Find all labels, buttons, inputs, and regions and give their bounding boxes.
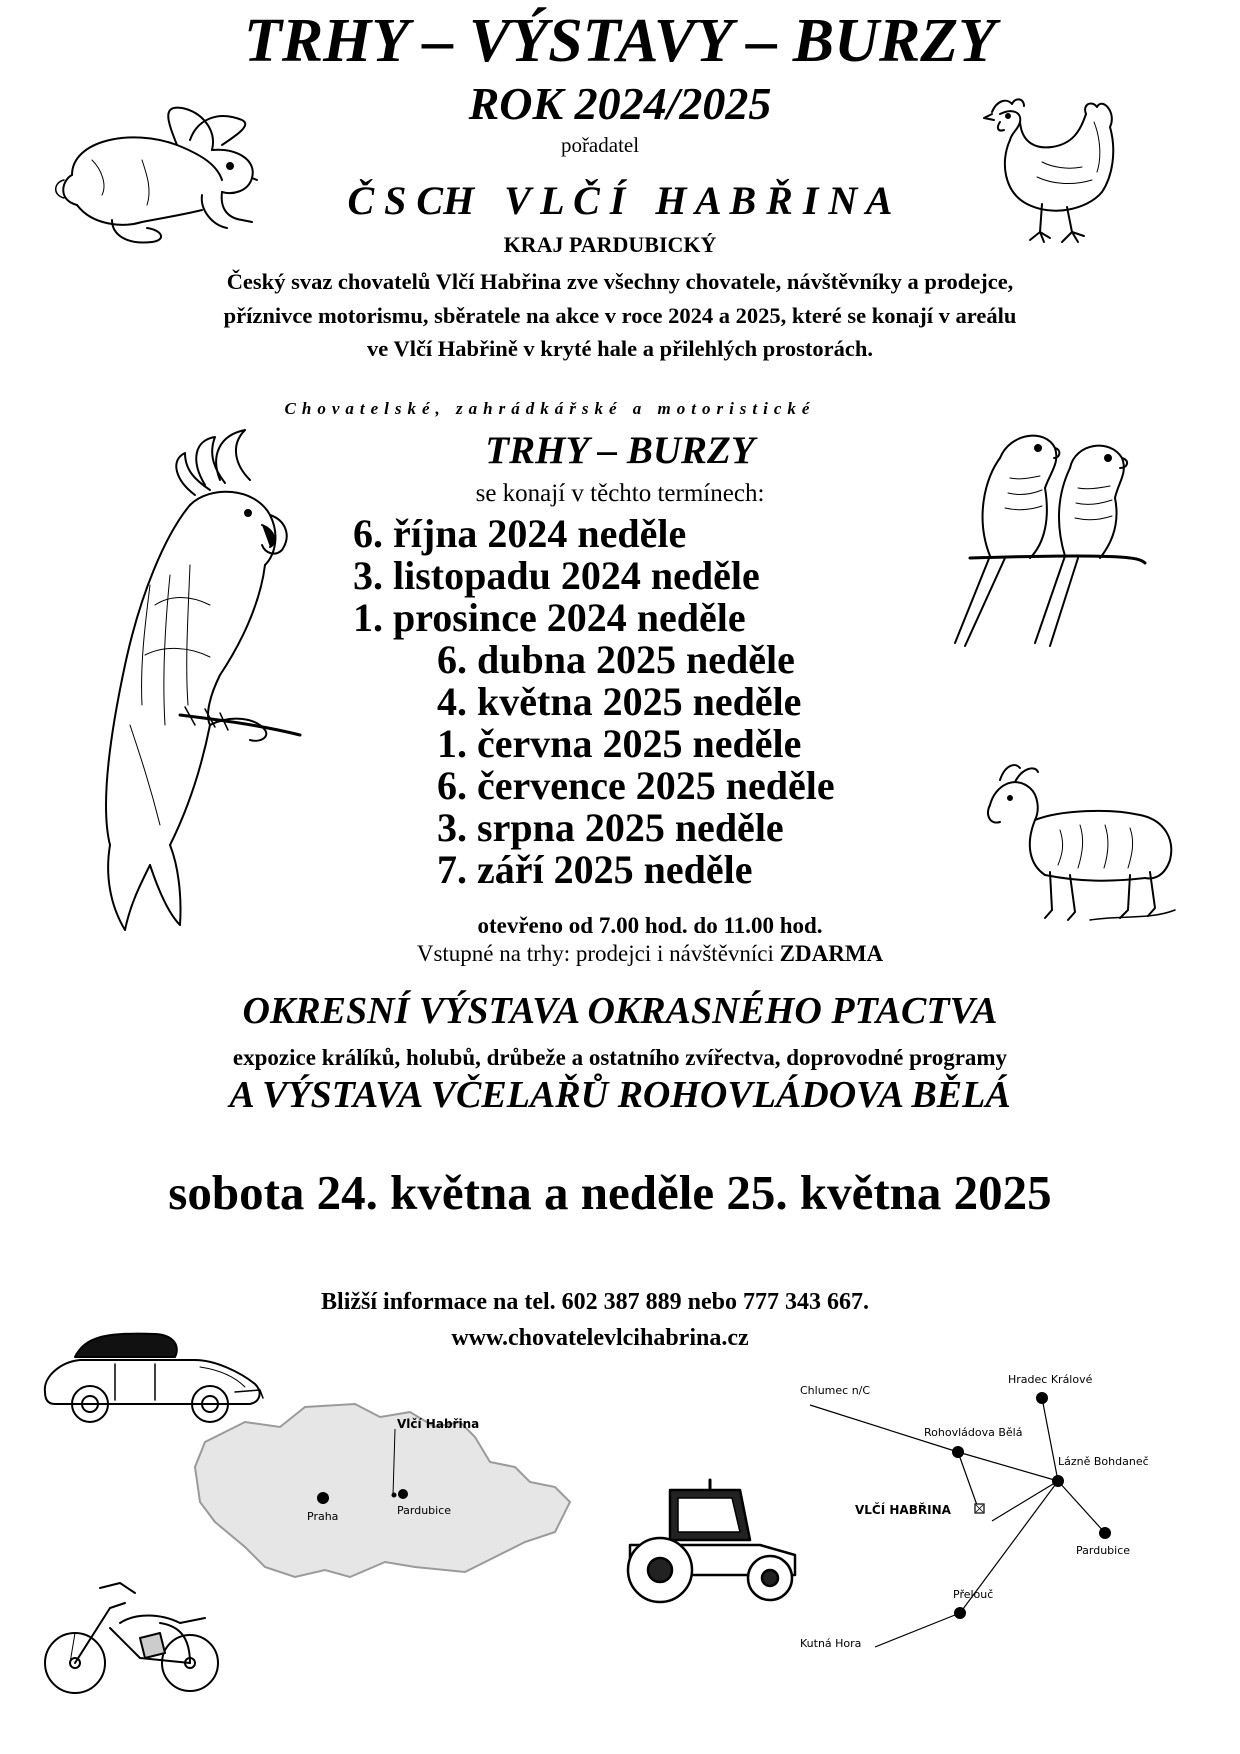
market-date-item: 7. září 2025 neděle [437, 847, 753, 892]
goat-icon [980, 760, 1180, 930]
region-heading: KRAJ PARDUBICKÝ [503, 232, 717, 257]
route-node-lazne [1052, 1475, 1064, 1487]
czech-map [185, 1392, 575, 1592]
pardubice-marker [398, 1489, 408, 1499]
motorcycle-icon [40, 1568, 220, 1698]
market-date-item: 6. dubna 2025 neděle [437, 637, 795, 682]
market-date-item: 1. června 2025 neděle [437, 721, 802, 766]
contact-website[interactable]: www.chovatelevlcihabrina.cz [451, 1325, 749, 1351]
budgies-icon [950, 418, 1150, 648]
hen-icon [982, 92, 1132, 252]
route-map [780, 1355, 1190, 1655]
entry-fee-text: Vstupné na trhy: prodejci i návštěvníci [416, 941, 780, 966]
cockatoo-icon [70, 425, 310, 935]
entry-free-badge: ZDARMA [779, 941, 884, 966]
markets-title: TRHY – BURZY [485, 429, 755, 472]
route-label-hradec: Hradec Králové [1008, 1373, 1093, 1386]
route-label-rohovladova: Rohovládova Bělá [924, 1426, 1023, 1439]
markets-lead: se konají v těchto termínech: [475, 480, 765, 507]
exhibition-dates: sobota 24. května a neděle 25. května 2025 [168, 1165, 1052, 1220]
market-date-item: 6. července 2025 neděle [437, 763, 835, 808]
market-date-item: 3. listopadu 2024 neděle [353, 553, 760, 598]
rabbit-icon [52, 100, 272, 250]
route-label-kutna: Kutná Hora [800, 1637, 862, 1650]
market-date-item: 6. října 2024 neděle [353, 511, 687, 556]
organizer-name: Č S CH V L Č Í H A B Ř I N A [347, 178, 893, 223]
contact-phone: Bližší informace na tel. 602 387 889 nebo 777 343 667. [321, 1289, 869, 1315]
praha-marker [317, 1492, 329, 1504]
exhibition-details: expozice králíků, holubů, drůbeže a ostatního zvířectva, doprovodné programy [232, 1045, 1008, 1070]
intro-line-3: ve Vlčí Habřině v kryté hale a přilehlých prostorách. [366, 336, 873, 361]
year-heading: ROK 2024/2025 [468, 78, 772, 129]
czech-map-label-praha: Praha [307, 1510, 339, 1523]
opening-hours: otevřeno od 7.00 hod. do 11.00 hod. [477, 913, 823, 938]
route-label-pardubice: Pardubice [1076, 1544, 1131, 1557]
czech-map-outline [195, 1404, 570, 1577]
market-date-item: 1. prosince 2024 neděle [353, 595, 746, 640]
markets-subtitle: Chovatelské, zahrádkářské a motoristické [284, 399, 816, 418]
intro-line-2: příznivce motorismu, sběratele na akce v roce 2024 a 2025, které se konají v areálu [223, 303, 1017, 328]
entry-fee-line [30, 940, 1240, 968]
market-date-item: 3. srpna 2025 neděle [437, 805, 784, 850]
route-node-pardubice [1099, 1527, 1111, 1539]
route-label-lazne: Lázně Bohdaneč [1058, 1455, 1149, 1468]
route-node-hradec [1036, 1392, 1048, 1404]
intro-line-1: Český svaz chovatelů Vlčí Habřina zve všechny chovatele, návštěvníky a prodejce, [226, 269, 1014, 294]
beekeepers-heading: A VÝSTAVA VČELAŘŮ ROHOVLÁDOVA BĚLÁ [229, 1074, 1011, 1116]
route-node-prelouc [954, 1607, 966, 1619]
organizer-label: pořadatel [560, 133, 640, 157]
exhibition-title: OKRESNÍ VÝSTAVA OKRASNÉHO PTACTVA [242, 990, 998, 1032]
market-date-item: 4. května 2025 neděle [437, 679, 802, 724]
route-label-chlumec: Chlumec n/C [800, 1384, 871, 1397]
route-label-prelouc: Přelouč [953, 1588, 994, 1601]
route-label-target: VLČÍ HABŘINA [855, 1503, 951, 1517]
czech-map-label-pardubice: Pardubice [397, 1504, 452, 1517]
czech-map-label-target: Vlčí Habřina [397, 1417, 480, 1431]
page-title: TRHY – VÝSTAVY – BURZY [243, 7, 997, 75]
route-node-rohovladova [952, 1446, 964, 1458]
